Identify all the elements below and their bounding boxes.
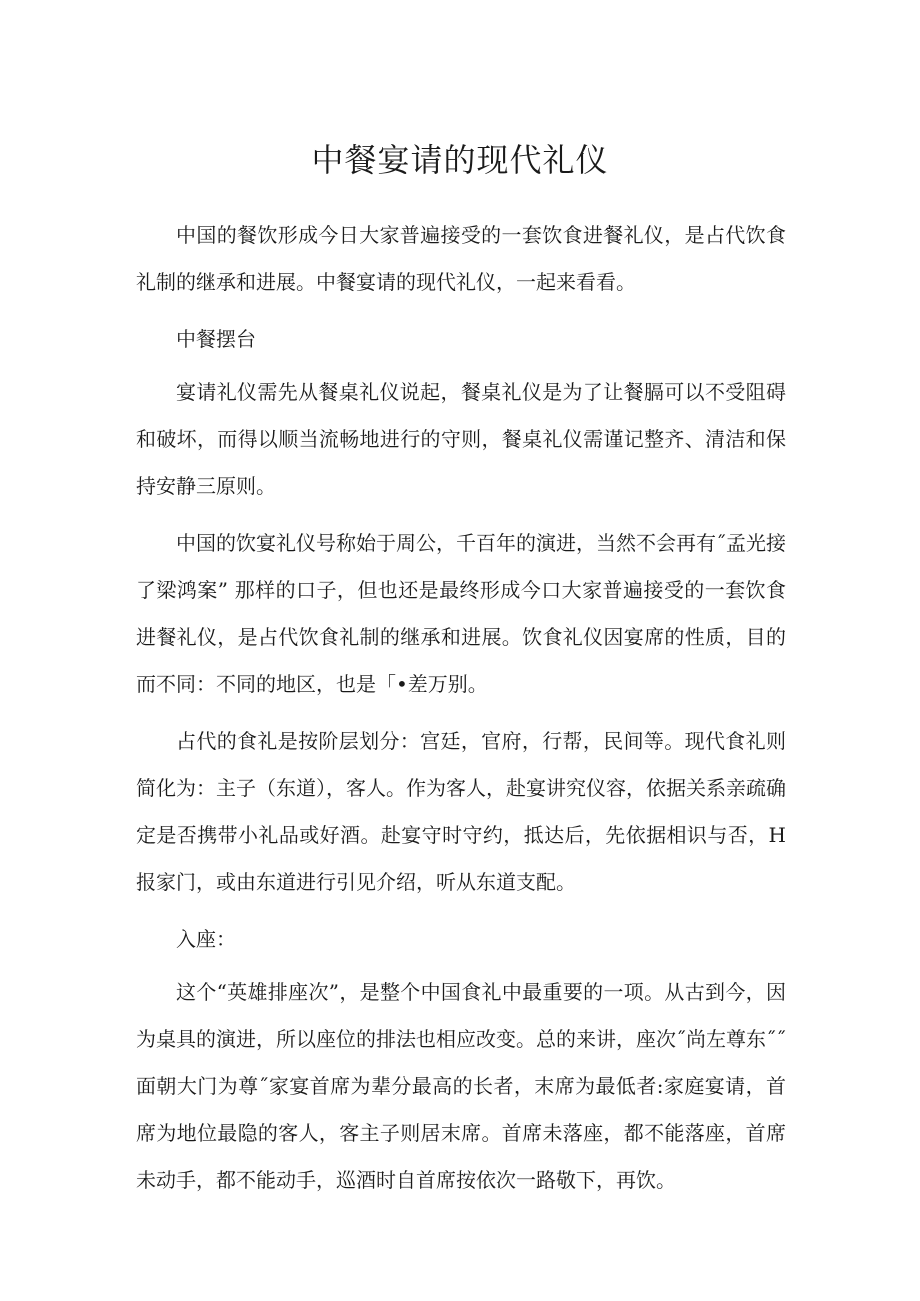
paragraph-classes: 占代的食礼是按阶层划分：宫廷，官府，行帮，民间等。现代食礼则简化为：主子（东道），客人。作为客人，赴宴讲究仪容，依据关系亲疏确定是否携带小礼品或好酒。赴宴守时守约，抵达后，先依据相识与否，H报家门，或由东道进行引见介绍，听从东道支配。 [136,729,786,894]
document-body [136,212,786,1214]
document-title: 中餐宴请的现代礼仪 [311,141,609,179]
paragraph-table-etiquette: 宴请礼仪需先从餐桌礼仪说起，餐桌礼仪是为了让餐膈可以不受阻碍和破坏，而得以顺当流畅地进行的守则，餐桌礼仪需谨记整齐、清洁和保持安静三原则。 [136,380,786,498]
section-heading-table-setting: 中餐摆台 [176,327,256,351]
paragraph-history: 中国的饮宴礼仪号称始于周公，千百年的演进，当然不会再有˝孟光接了梁鸿案” 那样的口子，但也还是最终形成今口大家普遍接受的一套饮食进餐礼仪，是占代饮食礼制的继承和进展。饮食礼仪因宴席的性质，目的而不同：不同的地区，也是「•差万别。 [136,531,786,696]
paragraph-seating: 这个“英雄排座次”，是整个中国食礼中最重要的一项。从古到今，因为桌具的演进，所以座位的排法也相应改变。总的来讲，座次˝尚左尊东˝˝面朝大门为尊˝家宴首席为辈分最高的长者，末席为最低者:家庭宴请，首席为地位最隐的客人，客主子则居末席。首席未落座，都不能落座，首席未动手，都不能动手，巡酒时自首席按依次一路敬下，再饮。 [136,980,786,1192]
paragraph-intro: 中国的餐饮形成今日大家普遍接受的一套饮食进餐礼仪，是占代饮食礼制的继承和进展。中餐宴请的现代礼仪，一起来看看。 [136,223,786,294]
section-heading-seating: 入座： [176,927,236,951]
